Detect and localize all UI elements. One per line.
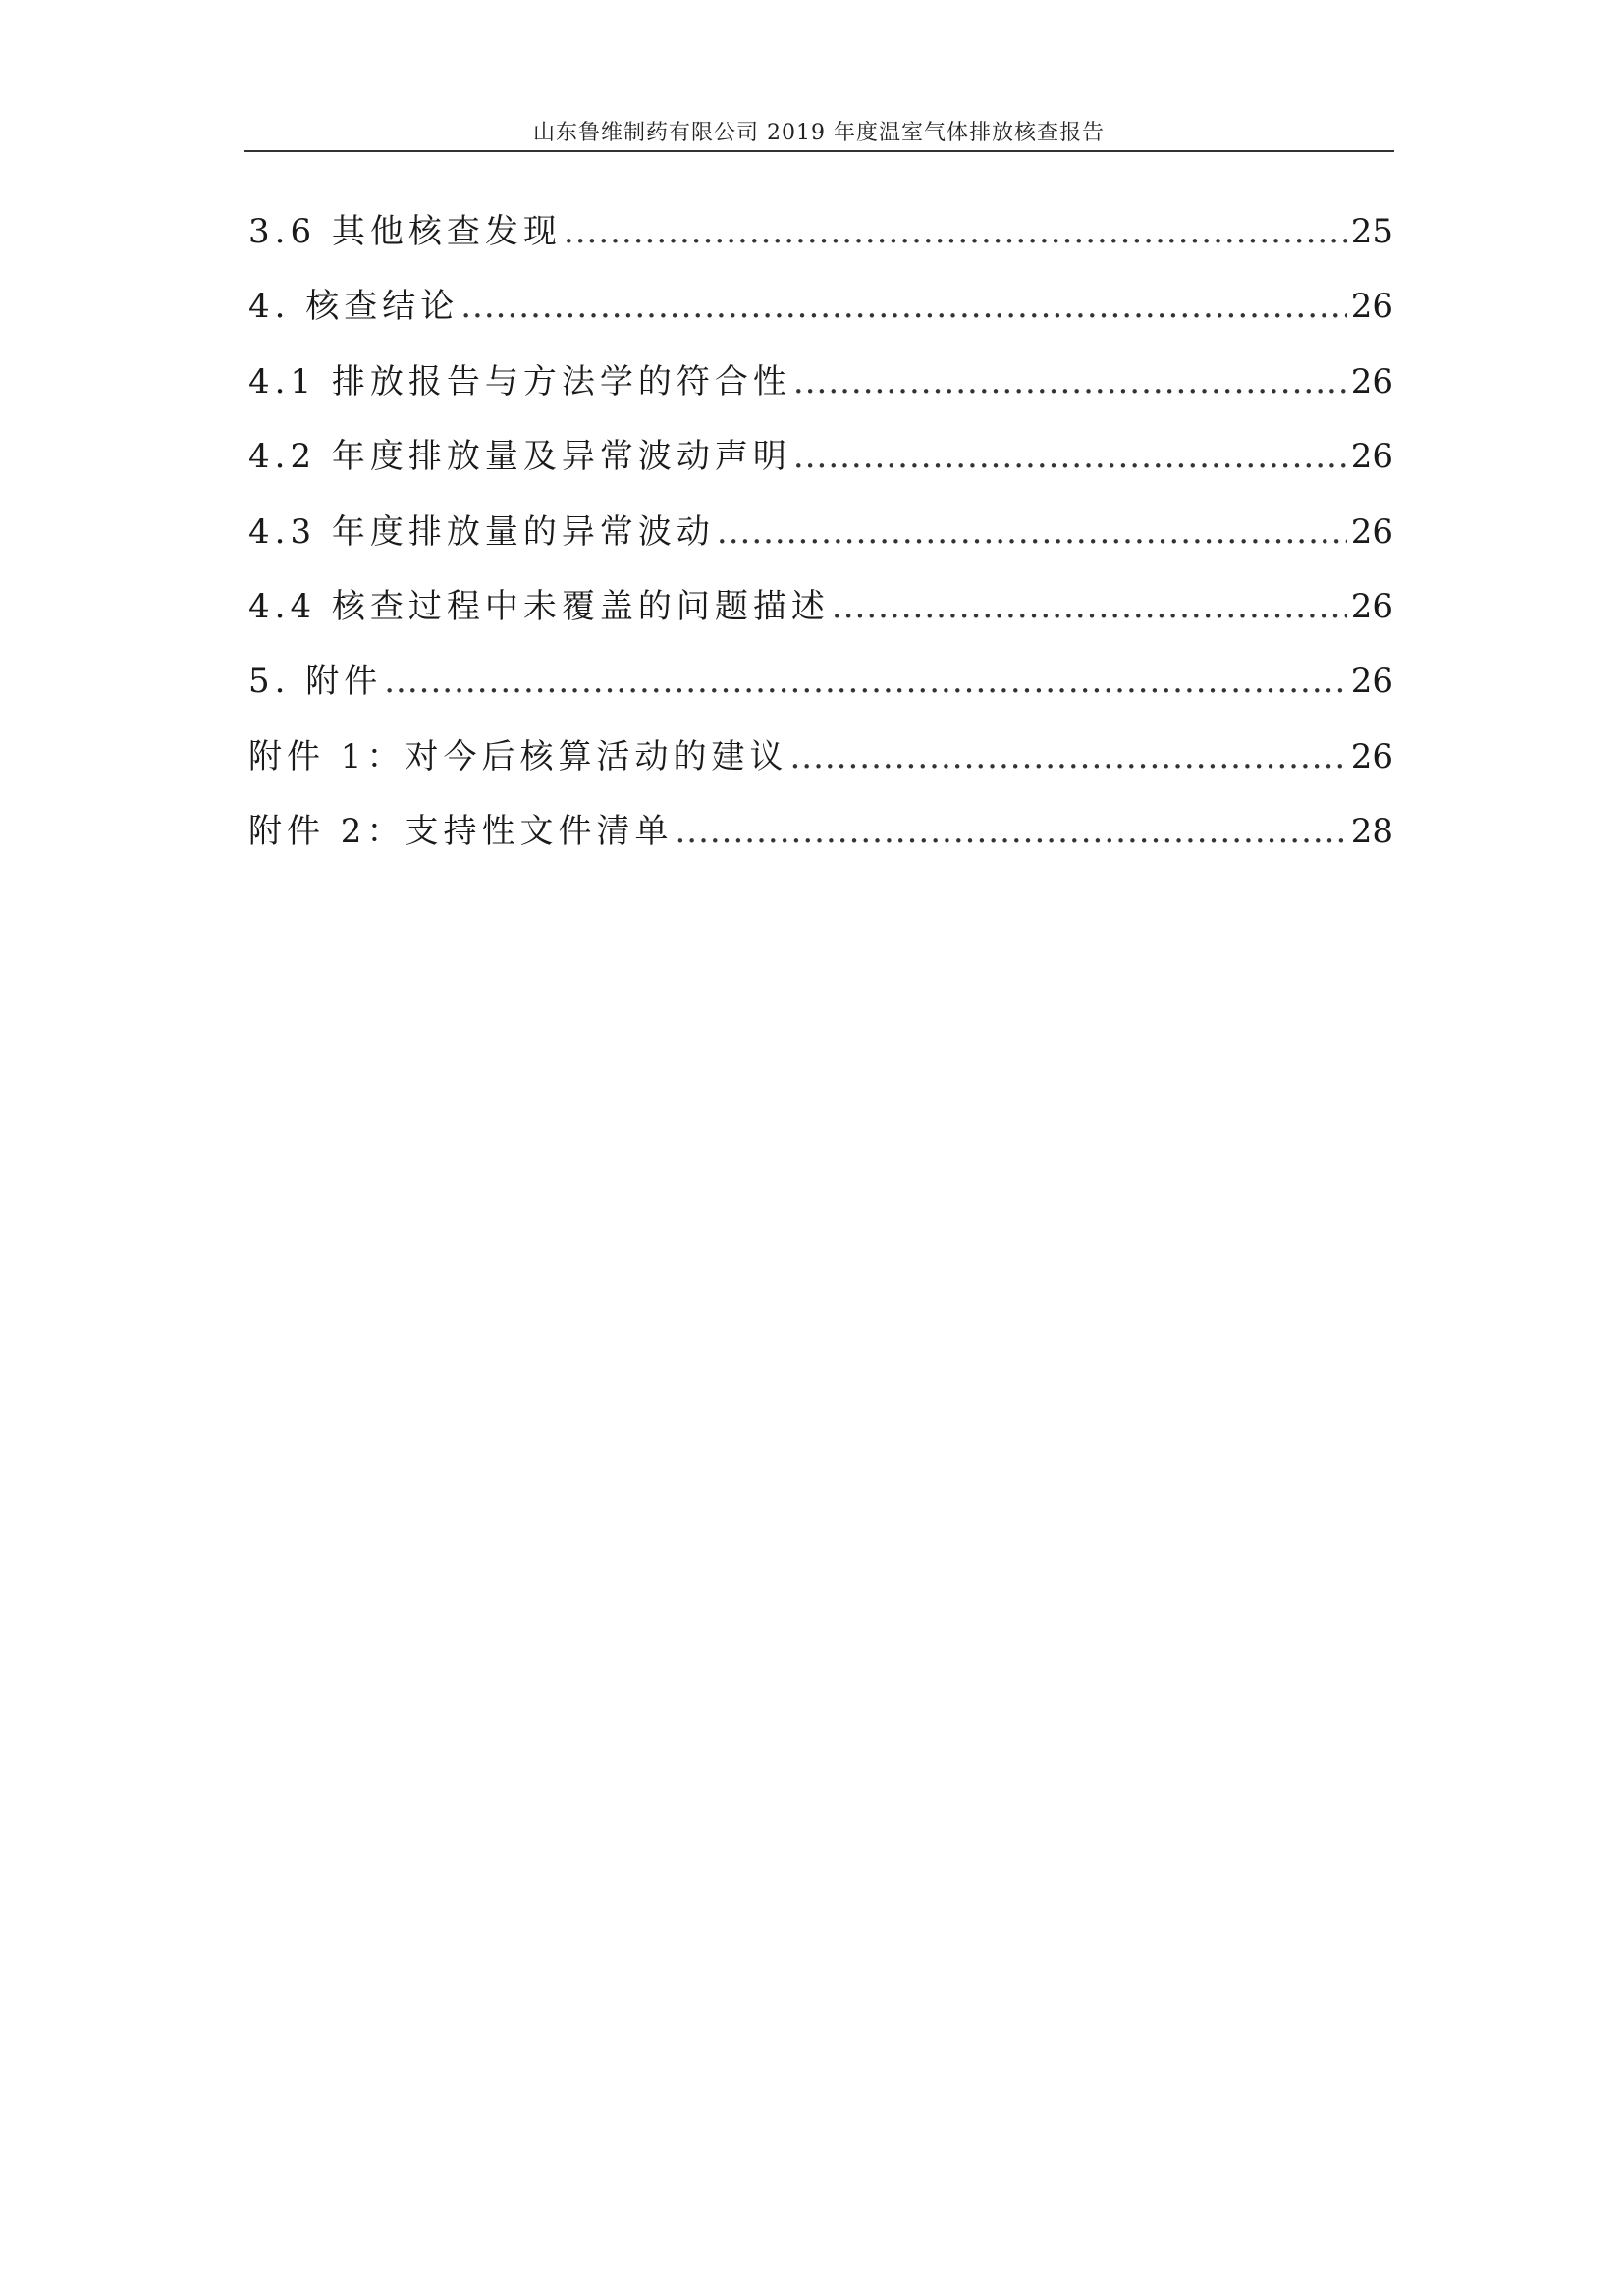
- toc-entry[interactable]: [248, 644, 1393, 719]
- toc-page-number: 26: [1350, 437, 1393, 477]
- toc-entry-label: 4. 核查结论: [248, 287, 460, 327]
- toc-entry-label: 4.1 排放报告与方法学的符合性: [248, 361, 791, 401]
- toc-entry-label: 4.4 核查过程中未覆盖的问题描述: [248, 586, 830, 626]
- toc-entry[interactable]: [248, 720, 1393, 794]
- toc-dot-leader: [460, 269, 1346, 344]
- toc-entry[interactable]: [248, 194, 1393, 269]
- toc-dot-leader: [832, 569, 1347, 644]
- toc-page-number: 25: [1350, 212, 1393, 251]
- toc-page-number: 26: [1350, 511, 1393, 552]
- toc-dot-leader: [384, 644, 1346, 719]
- toc-entry-label: 4.2 年度排放量及异常波动声明: [248, 437, 791, 477]
- toc-entry[interactable]: [248, 794, 1393, 869]
- toc-entry[interactable]: [248, 495, 1393, 569]
- toc-page-number: 26: [1350, 662, 1393, 702]
- toc-entry[interactable]: [248, 419, 1393, 494]
- toc-page-number: 28: [1350, 812, 1393, 852]
- toc-entry[interactable]: [248, 569, 1393, 644]
- page-header: 山东鲁维制药有限公司 2019 年度温室气体排放核查报告: [533, 121, 1105, 145]
- header-divider: [244, 150, 1394, 152]
- toc-dot-leader: [793, 419, 1347, 494]
- toc-entry[interactable]: [248, 345, 1393, 419]
- toc-page-number: 26: [1350, 361, 1393, 401]
- table-of-contents: [248, 194, 1393, 870]
- toc-page-number: 26: [1350, 586, 1393, 626]
- toc-entry-label: 5. 附件: [248, 662, 383, 702]
- toc-dot-leader: [789, 720, 1346, 794]
- toc-page-number: 26: [1350, 287, 1393, 327]
- toc-entry[interactable]: [248, 269, 1393, 344]
- toc-dot-leader: [675, 794, 1346, 869]
- toc-entry-label: 3.6 其他核查发现: [248, 212, 562, 251]
- toc-dot-leader: [793, 345, 1347, 419]
- toc-page-number: 26: [1350, 736, 1393, 776]
- toc-entry-label: 附件 2：支持性文件清单: [248, 812, 674, 852]
- toc-dot-leader: [564, 194, 1347, 269]
- toc-entry-label: 附件 1：对今后核算活动的建议: [248, 736, 788, 776]
- toc-entry-label: 4.3 年度排放量的异常波动: [248, 511, 715, 552]
- toc-dot-leader: [717, 495, 1347, 569]
